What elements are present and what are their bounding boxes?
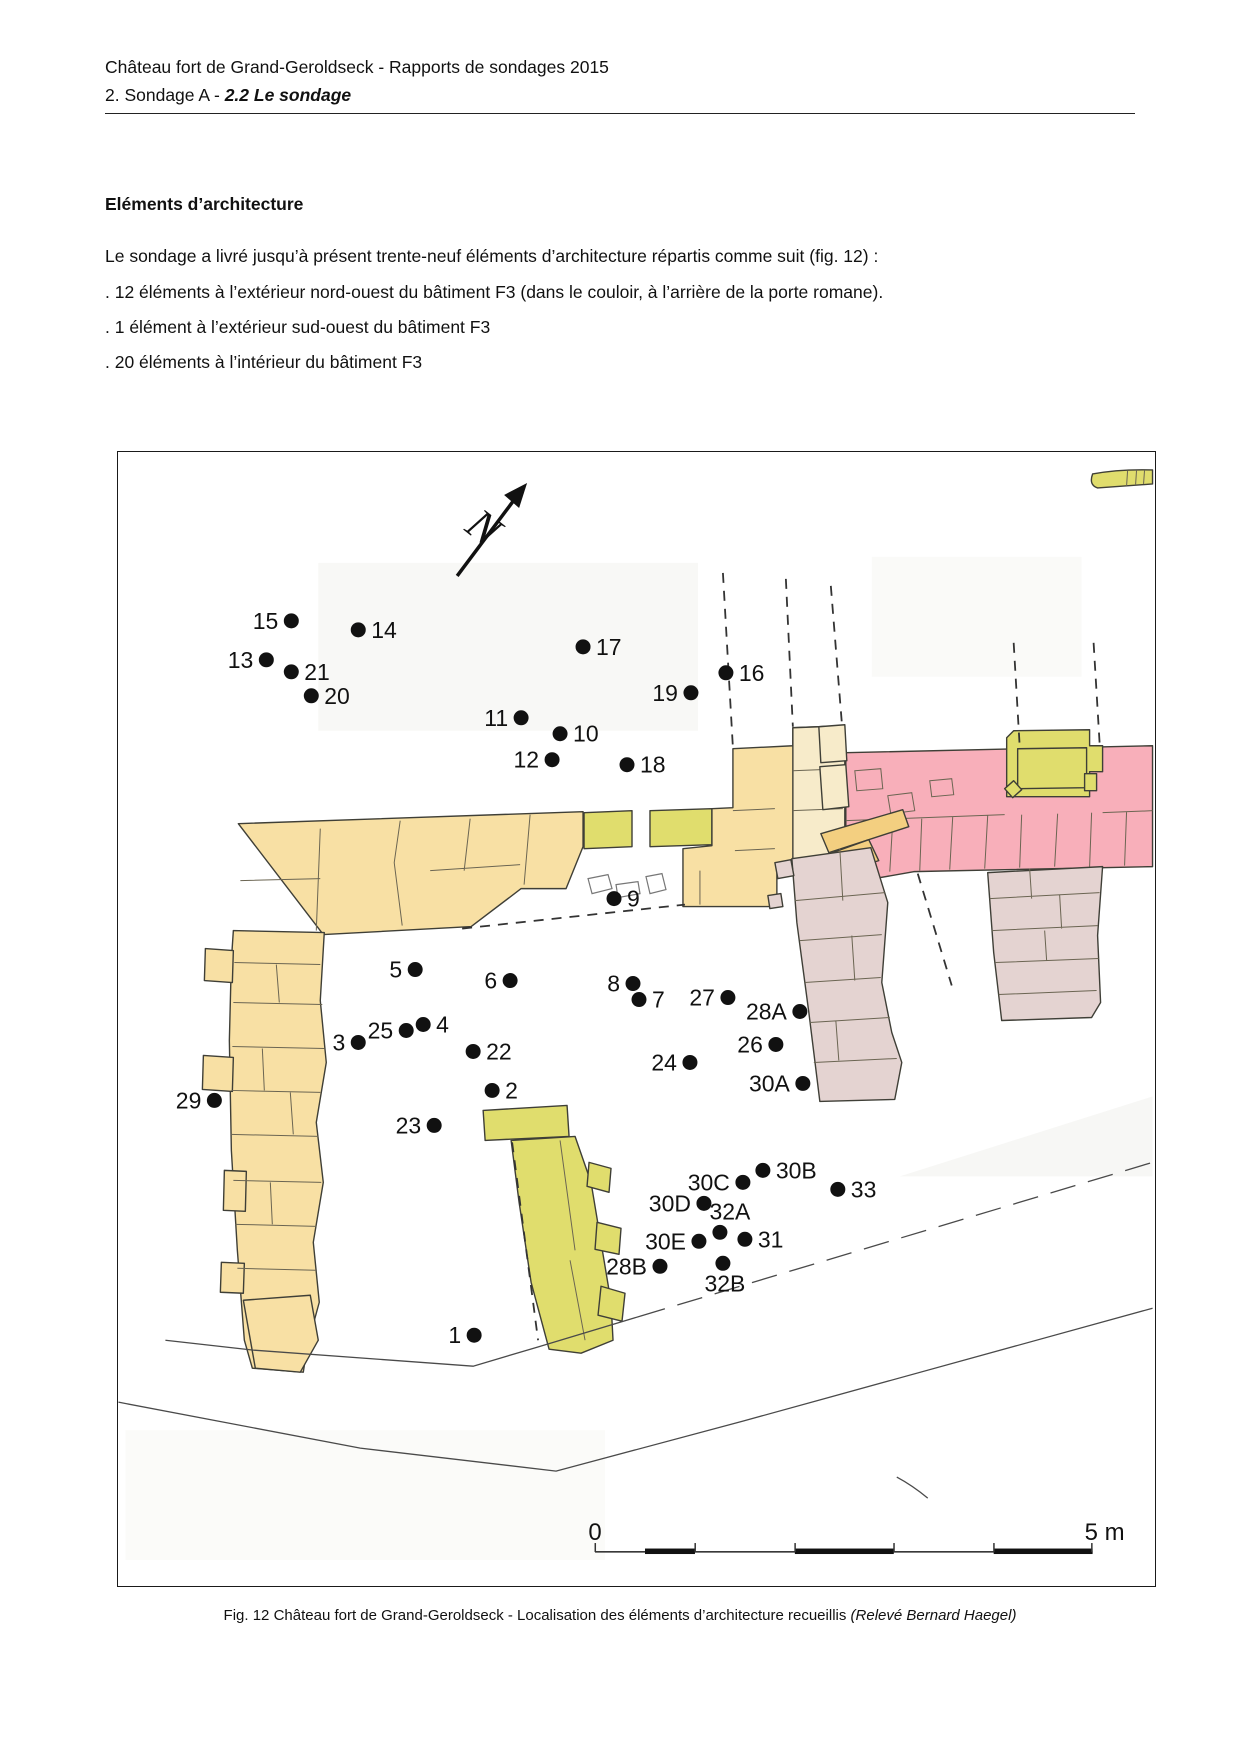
point-dot — [626, 976, 641, 991]
survey-point-20 — [304, 683, 350, 709]
point-dot — [304, 688, 319, 703]
wall-corridor-band — [238, 726, 844, 935]
header-section-title: 2.2 Le sondage — [224, 85, 352, 105]
point-dot — [503, 973, 518, 988]
survey-point-31 — [737, 1226, 783, 1252]
plan-drawing — [118, 452, 1155, 1586]
point-label: 18 — [639, 751, 666, 778]
survey-point-16 — [718, 660, 764, 686]
survey-point-7 — [632, 987, 665, 1013]
survey-point-4 — [416, 1011, 449, 1037]
point-label: 30D — [648, 1190, 691, 1217]
wall-left-vertical — [202, 931, 326, 1373]
point-label: 5 — [389, 956, 403, 983]
point-label: 26 — [737, 1031, 763, 1058]
point-dot — [737, 1232, 752, 1247]
figure-12-plan — [117, 451, 1156, 1587]
point-dot — [576, 639, 591, 654]
paragraph-line: . 1 élément à l’extérieur sud-ouest du bâtiment F3 — [105, 317, 491, 337]
point-label: 30A — [748, 1070, 790, 1097]
survey-point-22 — [466, 1038, 512, 1064]
header-divider — [105, 113, 1135, 114]
point-dot — [607, 891, 622, 906]
point-label: 25 — [367, 1017, 394, 1044]
point-label: 14 — [371, 616, 397, 643]
survey-point-30C — [688, 1169, 751, 1195]
survey-point-28B — [606, 1253, 667, 1279]
paragraph-line: . 20 éléments à l’intérieur du bâtiment F3 — [105, 352, 423, 372]
point-dot — [620, 757, 635, 772]
yellow-bar-top-right — [1091, 470, 1152, 488]
point-dot — [351, 1035, 366, 1050]
point-dot — [795, 1076, 810, 1091]
green-wall-strip — [483, 1105, 625, 1353]
point-label: 6 — [484, 967, 498, 994]
point-dot — [768, 1037, 783, 1052]
point-label: 2 — [505, 1077, 518, 1104]
point-label: 30E — [645, 1228, 686, 1255]
point-dot — [830, 1182, 845, 1197]
point-dot — [351, 622, 366, 637]
point-label: 27 — [689, 984, 715, 1011]
point-label: 12 — [513, 746, 540, 773]
point-label: 24 — [651, 1049, 677, 1076]
survey-point-29 — [176, 1087, 222, 1113]
paragraph-line: Le sondage a livré jusqu’à présent trente-neuf éléments d’architecture répartis comme suit (fig. 12) : — [105, 246, 879, 266]
point-label: 17 — [596, 633, 622, 660]
survey-point-30A — [749, 1070, 810, 1096]
scale-bar — [588, 1519, 1124, 1554]
wall-mauve-column-right — [988, 867, 1103, 1021]
survey-point-26 — [737, 1031, 783, 1057]
point-dot — [284, 613, 299, 628]
point-label: 16 — [738, 659, 765, 686]
point-label: 28B — [606, 1253, 647, 1280]
point-label: 31 — [757, 1226, 784, 1253]
wall-mauve-column-left — [768, 848, 902, 1102]
point-label: 10 — [573, 720, 599, 747]
point-label: 3 — [332, 1029, 346, 1056]
point-dot — [259, 652, 274, 667]
survey-point-15 — [253, 608, 299, 634]
survey-point-2 — [485, 1077, 518, 1103]
point-label: 30B — [775, 1157, 817, 1184]
point-label: 15 — [252, 607, 279, 634]
figure-caption — [105, 1607, 1135, 1624]
point-label: 4 — [436, 1011, 449, 1038]
survey-point-23 — [396, 1112, 442, 1138]
point-dot — [632, 992, 647, 1007]
point-label: 30C — [687, 1169, 730, 1196]
point-dot — [691, 1234, 706, 1249]
survey-point-3 — [332, 1029, 365, 1055]
point-dot — [720, 990, 735, 1005]
survey-point-25 — [368, 1017, 414, 1043]
point-label: 19 — [652, 679, 678, 706]
point-dot — [466, 1044, 481, 1059]
point-label: 1 — [448, 1322, 462, 1349]
survey-point-32B — [704, 1256, 745, 1296]
report-header-line1: Château fort de Grand-Geroldseck - Rapports de sondages 2015 — [105, 57, 609, 77]
survey-point-1 — [448, 1322, 481, 1348]
point-dot — [735, 1175, 750, 1190]
point-label: 21 — [304, 658, 330, 685]
point-dot — [399, 1023, 414, 1038]
survey-point-5 — [389, 957, 422, 983]
point-label: 20 — [324, 682, 350, 709]
header-chapter: 2. Sondage A - — [105, 85, 225, 105]
survey-point-28A — [746, 998, 807, 1024]
point-dot — [467, 1328, 482, 1343]
point-dot — [715, 1256, 730, 1271]
point-label: 8 — [607, 970, 621, 997]
section-heading: Eléments d’architecture — [105, 194, 304, 214]
point-label: 23 — [395, 1112, 422, 1139]
point-label: 11 — [484, 704, 509, 731]
report-header-line2 — [105, 83, 351, 107]
point-dot — [553, 726, 568, 741]
point-dot — [682, 1055, 697, 1070]
survey-point-30B — [755, 1157, 816, 1183]
point-dot — [712, 1225, 727, 1240]
survey-point-12 — [514, 747, 560, 773]
caption-credit: (Relevé Bernard Haegel) — [850, 1607, 1017, 1624]
point-dot — [514, 710, 529, 725]
point-dot — [485, 1083, 500, 1098]
survey-point-33 — [830, 1176, 876, 1202]
survey-point-8 — [607, 971, 640, 997]
point-label: 13 — [227, 646, 254, 673]
survey-point-30E — [645, 1228, 706, 1254]
point-label: 7 — [651, 986, 665, 1013]
point-dot — [683, 685, 698, 700]
scale-zero-label: 0 — [588, 1519, 602, 1547]
point-dot — [427, 1118, 442, 1133]
point-label: 22 — [486, 1038, 512, 1065]
survey-point-21 — [284, 659, 330, 685]
survey-point-6 — [484, 968, 517, 994]
point-label: 9 — [627, 885, 640, 912]
point-dot — [718, 665, 733, 680]
point-dot — [755, 1163, 770, 1178]
survey-point-27 — [689, 985, 735, 1011]
point-label: 33 — [850, 1176, 877, 1203]
survey-point-13 — [228, 647, 274, 673]
survey-point-24 — [651, 1049, 697, 1075]
point-label: 28A — [745, 998, 787, 1025]
point-dot — [408, 962, 423, 977]
north-label: N — [457, 499, 511, 556]
point-dot — [416, 1017, 431, 1032]
point-dot — [207, 1093, 222, 1108]
point-dot — [792, 1004, 807, 1019]
caption-text: Fig. 12 Château fort de Grand-Geroldseck - Localisation des éléments d’architecture recueillis — [223, 1607, 851, 1624]
point-dot — [652, 1259, 667, 1274]
point-dot — [284, 664, 299, 679]
north-arrow — [456, 483, 527, 576]
scale-end-label: 5 m — [1084, 1519, 1125, 1547]
point-dot — [545, 752, 560, 767]
point-label: 29 — [175, 1087, 202, 1114]
point-label: 32A — [709, 1198, 751, 1225]
point-label: 32B — [704, 1270, 746, 1297]
survey-point-18 — [620, 752, 666, 778]
paragraph-line: . 12 éléments à l’extérieur nord-ouest du bâtiment F3 (dans le couloir, à l’arrière de la porte romane). — [105, 282, 884, 302]
